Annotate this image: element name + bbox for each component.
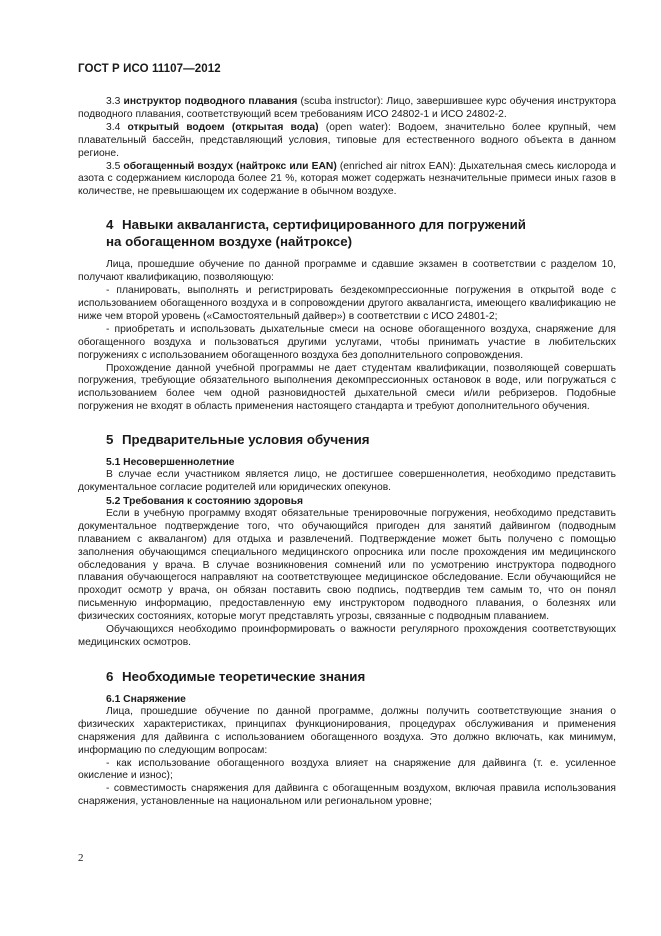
section-5-heading: 5 Предварительные условия обучения <box>106 432 370 448</box>
subsection-5-1-title: 5.1 Несовершеннолетние <box>106 457 235 469</box>
page-number: 2 <box>78 852 84 864</box>
section-4-heading: 4 Навыки аквалангиста, сертифицированного для погружений на обогащенном воздухе (найтроксе) <box>106 217 526 250</box>
section-6-bullet-1: - как использование обогащенного воздуха влияет на снаряжение для дайвинга (т. е. усиленное окисление и износ); <box>78 757 616 782</box>
section-4-note: Прохождение данной учебной программы не дает студентам квалификации, позволяющей совершать погружения, требующие обязательного выполнения декомпрессионных остановок в воде, или погружаться с использованием более чем одной разновидностей дыхательной смеси и/или ребризеров. Подобные погружения не входят в область применения настоящего стандарта и требуют дополнительного обучения. <box>78 362 616 413</box>
subsection-6-1-text: Лица, прошедшие обучение по данной программе, должны получить соответствующие знания о физических характеристиках, принципах функционирования, процедурах обслуживания и применения снаряжения для дайвинга с использованием обогащенного воздуха. Это должно включать, как минимум, информацию по следующим вопросам: <box>78 705 616 756</box>
page-header: ГОСТ Р ИСО 11107—2012 <box>78 63 221 75</box>
subsection-5-2-text-2: Обучающихся необходимо проинформировать о важности регулярного прохождения соответствующих медицинских осмотров. <box>78 624 616 648</box>
subsection-5-1-text: В случае если участником является лицо, не достигшее совершеннолетия, необходимо представить документальное согласие родителей или юридических опекунов. <box>78 469 616 494</box>
subsection-6-1-title: 6.1 Снаряжение <box>106 693 186 705</box>
section-6-heading: 6 Необходимые теоретические знания <box>106 668 366 684</box>
definition-3-3: 3.3 инструктор подводного плавания (scuba instructor): Лицо, завершившее курс обучения инструктора подводного плавания, соответствующий всем требованиям ИСО 24802-1 и ИСО 24802-2. <box>78 96 616 120</box>
page-content <box>78 96 616 809</box>
section-4-intro: Лица, прошедшие обучение по данной программе и сдавшие экзамен в соответствии с разделом 10, получают квалификацию, позволяющую: <box>78 259 616 284</box>
definition-3-4: 3.4 открытый водоем (открытая вода) (open water): Водоем, значительно более крупный, чем плавательный бассейн, представляющий условия, типовые для естественного водного объекта в данном регионе. <box>78 121 616 159</box>
section-6-bullet-2: - совместимость снаряжения для дайвинга с обогащенным воздухом, включая правила использования снаряжения, установленные на национальном или региональном уровне; <box>78 783 616 808</box>
section-4-bullet-1: - планировать, выполнять и регистрировать бездекомпрессионные погружения в открытой воде с использованием обогащенного воздуха и в сопровождении другого аквалангиста, имеющего квалификацию не ниже чем второй уровень («Самостоятельный дайвер») в соответствии с ИСО 24801-2; <box>78 285 616 322</box>
definition-3-5: 3.5 обогащенный воздух (найтрокс или EAN) (enriched air nitrox EAN): Дыхательная смесь кислорода и азота с содержанием кислорода более 21 %, которая может содержать незначительные примеси иных газов в количестве, не превышающем их содержание в обычном воздухе. <box>78 160 616 198</box>
subsection-5-2-text: Если в учебную программу входят обязательные тренировочные погружения, необходимо представить документальное подтверждение того, что обучающийся пригоден для занятий дайвингом (подводным плаванием с аквалангом) для отдыха и развлечений. Подтверждение может быть получено с помощью заполнения обучающимся специального медицинского опросника или после прохождения им медицинского обследования у врача. В случае возникновения сомнений или по усмотрению инструктора подводного плавания обучающегося направляют на соответствующее медицинское обследование. Если обучающийся не проходит осмотр у врача, он обязан поставить свою подпись, подтвердив тем самым то, что он понял письменную информацию, предоставленную ему инструктором подводного плавания, о болезнях или физических состояниях, которые могут представлять угрозы, связанные с подводным плаванием. <box>78 507 616 623</box>
section-4-bullet-2: - приобретать и использовать дыхательные смеси на основе обогащенного воздуха, снаряжение для обогащенного воздуха и пользоваться другими услугами, чтобы принимать участие в любительских погружениях с использованием обогащенного воздуха без дополнительного сопровождения. <box>78 323 616 361</box>
subsection-5-2-title: 5.2 Требования к состоянию здоровья <box>106 495 304 507</box>
